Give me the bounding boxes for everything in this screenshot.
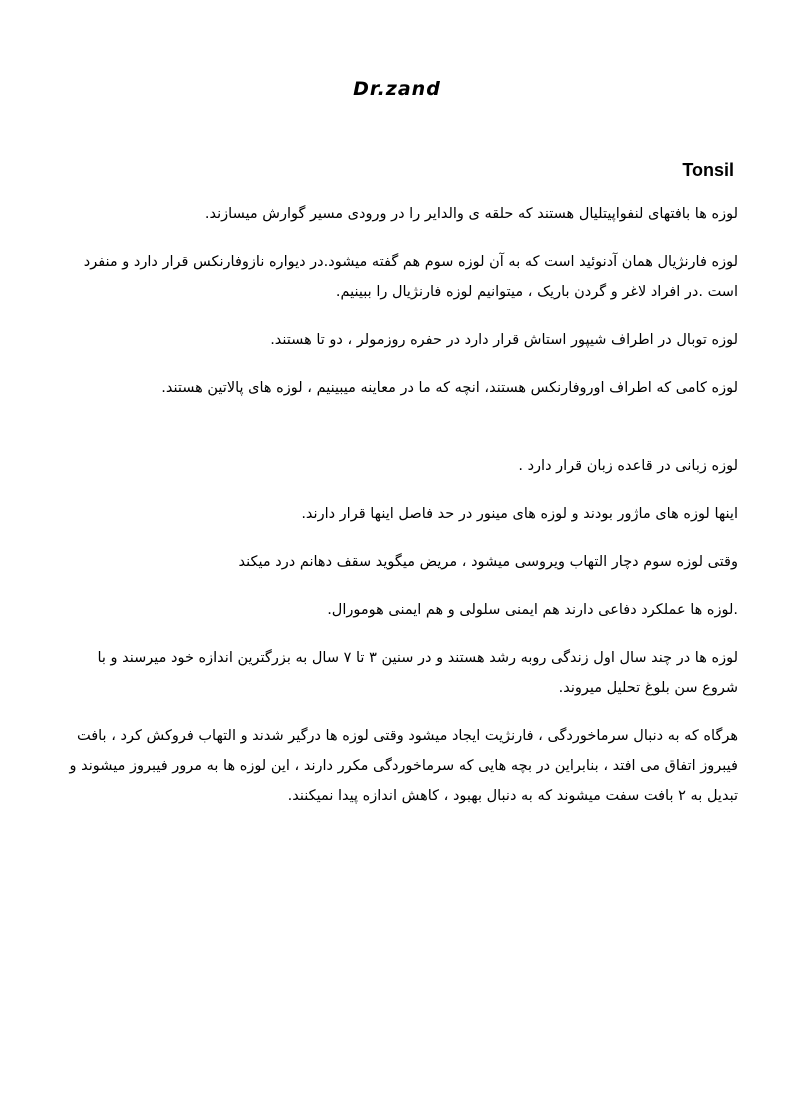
paragraph-growth: لوزه ها در چند سال اول زندگی روبه رشد هستند و در سنین ۳ تا ۷ سال به بزرگترین اندازه خود میرسند و با شروع سن بلوغ تحلیل میروند. [97, 650, 738, 696]
document-title: Dr.zand [353, 78, 441, 100]
paragraph-pharyngeal-tonsil: لوزه فارنژیال همان آدنوئید است که به آن لوزه سوم هم گفته میشود.در دیواره نازوفارنکس قرار دارد و منفرد است .در افراد لاغر و گردن باریک ، میتوانیم لوزه فارنژیال را ببینیم. [83, 254, 738, 300]
paragraph-palatine-tonsil: لوزه کامی که اطراف اوروفارنکس هستند، انچه که ما در معاینه میبینیم ، لوزه های پالاتین هستند. [161, 380, 738, 396]
paragraph-tubal-tonsil: لوزه توبال در اطراف شیپور استاش قرار دارد در حفره روزمولر ، دو تا هستند. [270, 332, 738, 348]
paragraph-defensive-function: .لوزه ها عملکرد دفاعی دارند هم ایمنی سلولی و هم ایمنی هومورال. [327, 602, 738, 618]
paragraph-viral-inflammation: وقتی لوزه سوم دچار التهاب ویروسی میشود ، مریض میگوید سقف دهانم درد میکند [238, 554, 738, 570]
paragraph-fibrosis: هرگاه که به دنبال سرماخوردگی ، فارنژیت ایجاد میشود وقتی لوزه ها درگیر شدند و التهاب فروکش کرد ، بافت فیبروز اتفاق می افتد ، بنابراین در بچه هایی که سرماخوردگی مکرر دارند ، این لوزه ها به مرور فیبروز میشوند و تبدیل به ۲ بافت سفت میشوند که به دنبال بهبود ، کاهش اندازه پیدا نمیکنند. [69, 728, 738, 804]
paragraph-major-minor-tonsils: اینها لوزه های ماژور بودند و لوزه های مینور در حد فاصل اینها قرار دارند. [301, 506, 738, 522]
paragraph-tonsils-definition: لوزه ها بافتهای لنفواپیتلیال هستند که حلقه ی والدایر را در ورودی مسیر گوارش میسازند. [204, 206, 738, 222]
section-heading: Tonsil [682, 160, 734, 180]
paragraph-lingual-tonsil: لوزه زبانی در قاعده زبان قرار دارد . [518, 458, 738, 474]
document-body [60, 199, 738, 829]
